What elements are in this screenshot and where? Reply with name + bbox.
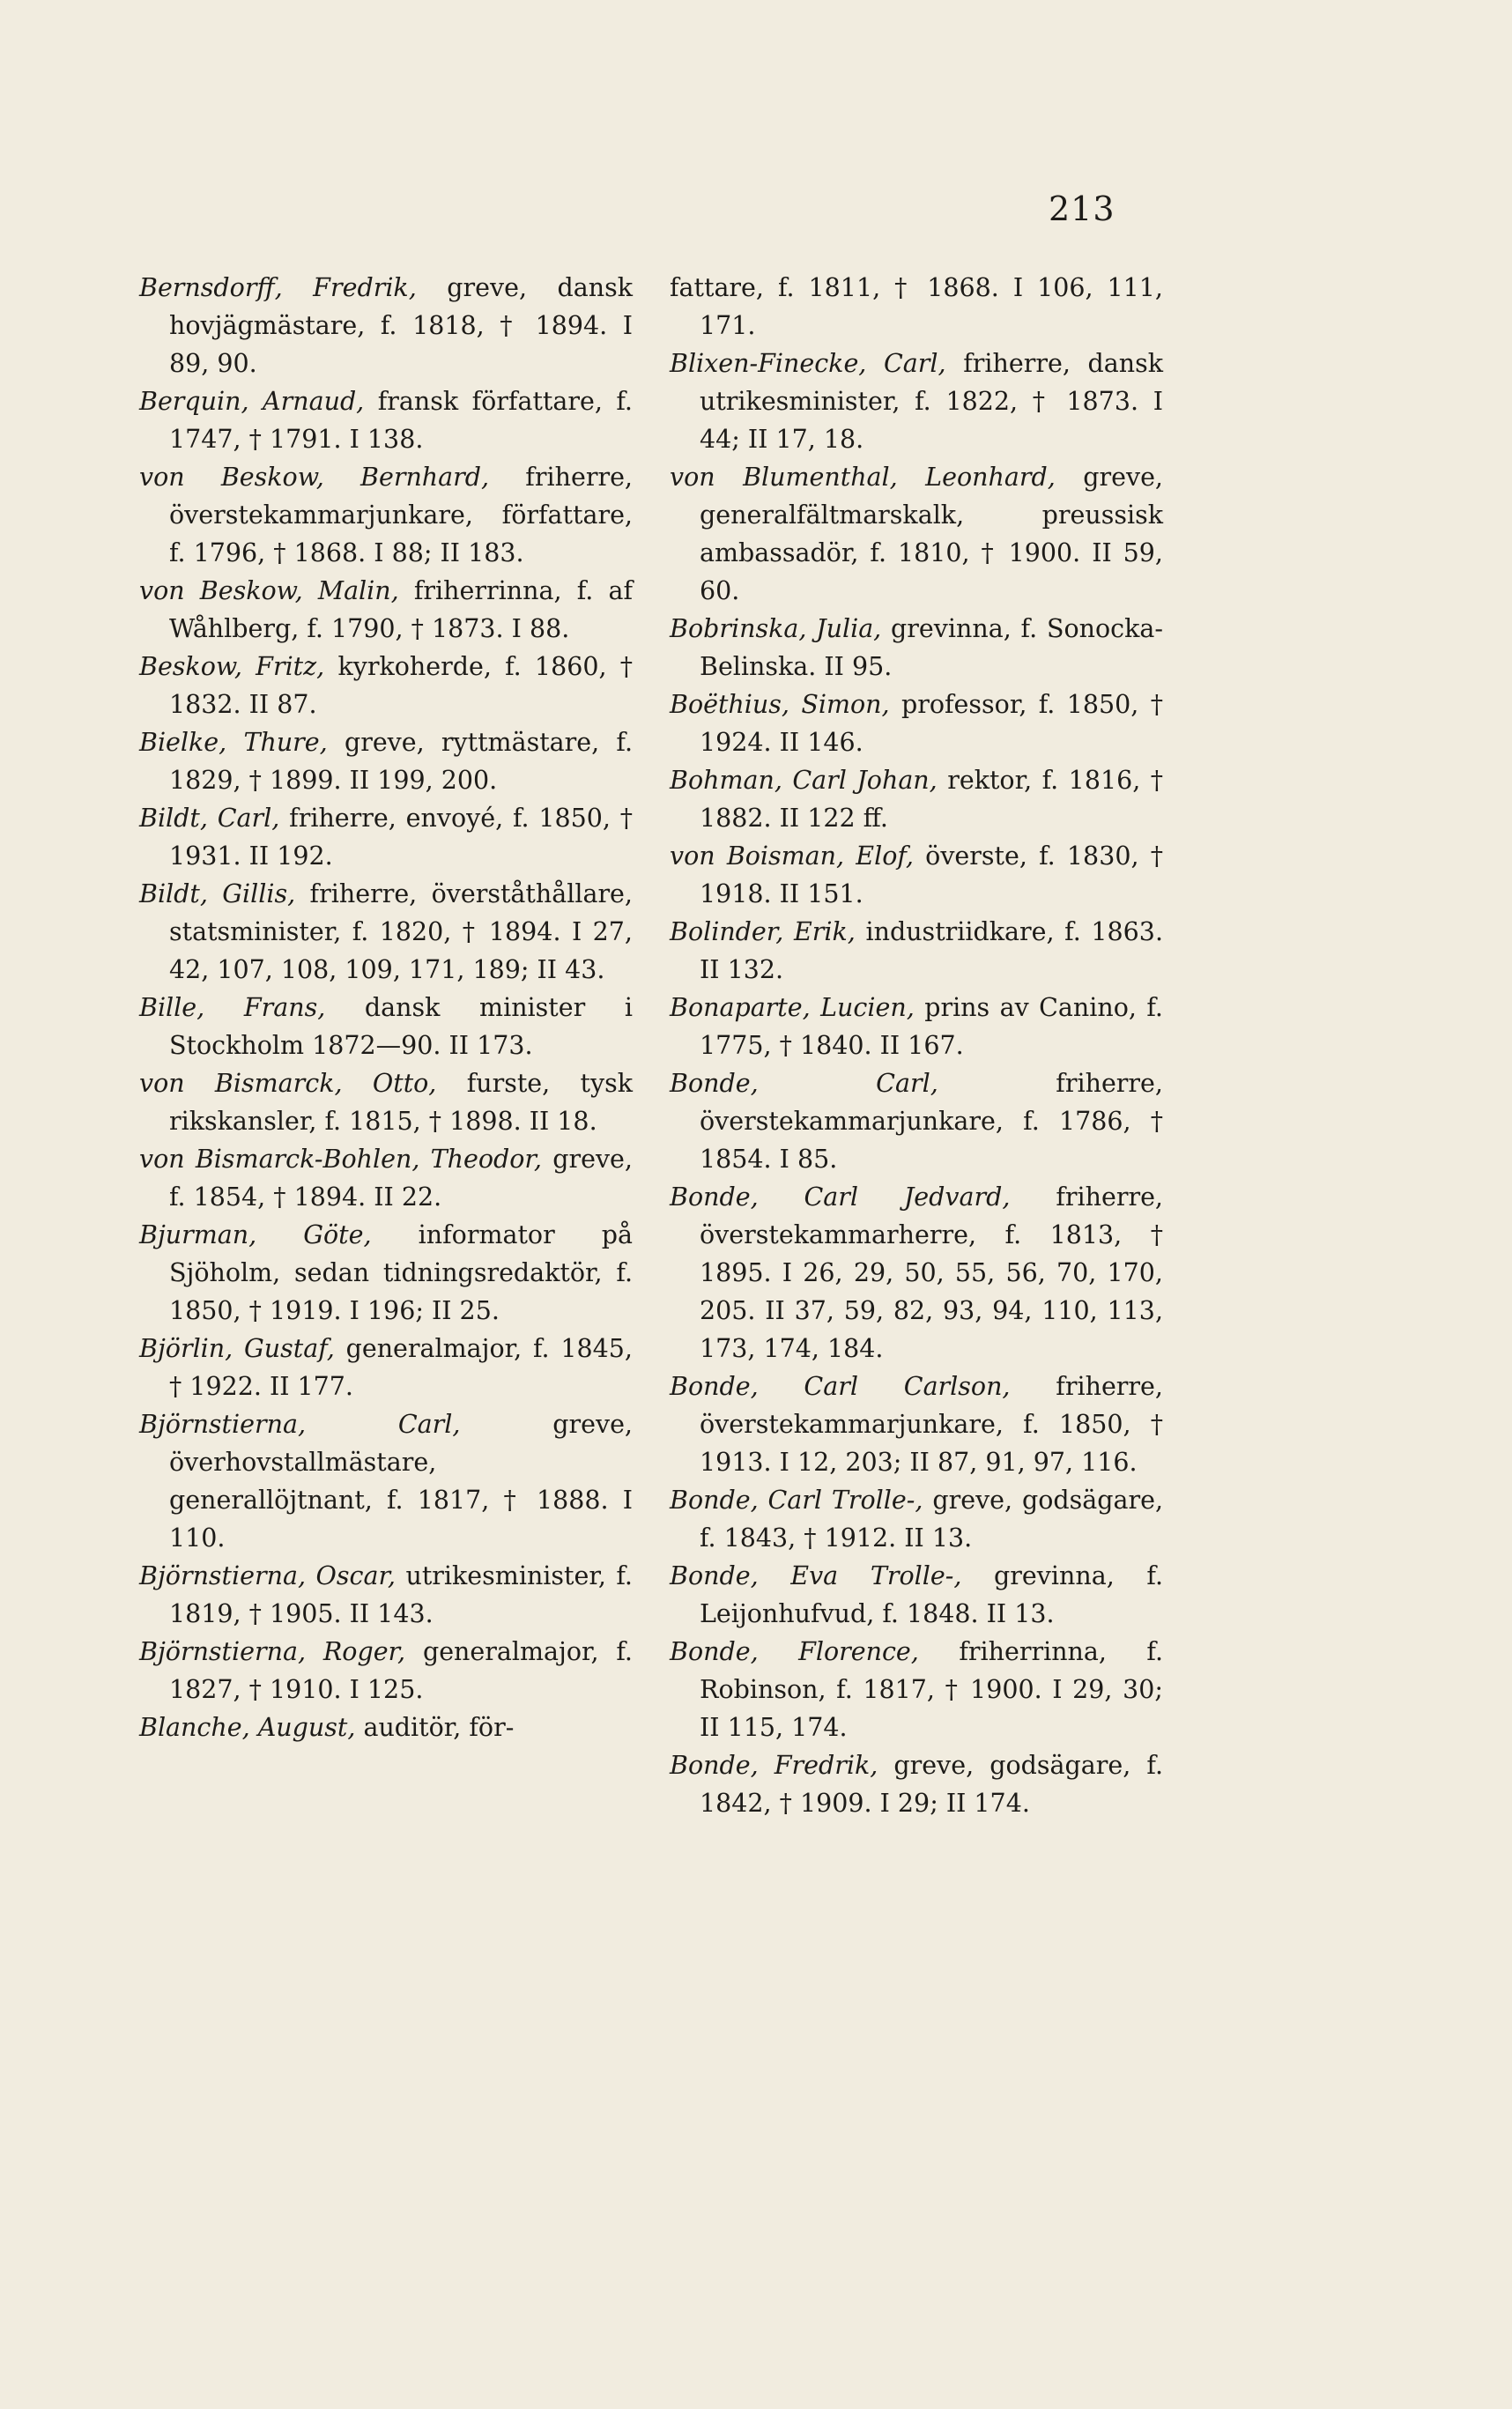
entry-name: Blixen-Finecke, Carl, — [670, 349, 946, 378]
entry-name: Bonaparte, Lucien, — [670, 993, 915, 1022]
entry-text: fransk författare, f. 1747, † 1791. I 138. — [169, 387, 633, 454]
index-entry — [670, 1557, 1163, 1633]
entry-name: von Blumenthal, Leonhard, — [670, 463, 1056, 492]
index-entry — [139, 269, 633, 382]
index-column-left — [139, 269, 633, 1746]
entry-text: friherre, överstekammarjunkare, f. 1786, † 1854. I 85. — [700, 1069, 1163, 1174]
index-entry — [139, 1557, 633, 1633]
entry-name: von Beskow, Bernhard, — [139, 463, 490, 492]
index-entry — [670, 1178, 1163, 1368]
entry-text: friherrinna, f. af Wåhlberg, f. 1790, † 1873. I 88. — [169, 576, 633, 643]
entry-text: överste, f. 1830, † 1918. II 151. — [700, 841, 1163, 908]
entry-text: prins av Canino, f. 1775, † 1840. II 167. — [700, 993, 1163, 1060]
entry-text: rektor, f. 1816, † 1882. II 122 ff. — [700, 766, 1164, 833]
entry-text: kyrkoherde, f. 1860, † 1832. II 87. — [169, 652, 633, 719]
entry-text: utrikesminister, f. 1819, † 1905. II 143. — [169, 1561, 633, 1628]
entry-name: Bonde, Carl Carlson, — [670, 1372, 1011, 1401]
index-entry — [139, 1140, 633, 1216]
index-entry — [670, 269, 1163, 345]
entry-name: von Boisman, Elof, — [670, 841, 914, 871]
index-entry — [139, 989, 633, 1064]
index-entry — [139, 875, 633, 989]
entry-name: Björnstierna, Carl, — [139, 1410, 461, 1439]
entry-text: generalmajor, f. 1827, † 1910. I 125. — [169, 1637, 633, 1704]
entry-text: generalmajor, f. 1845, † 1922. II 177. — [169, 1334, 633, 1401]
index-entry — [670, 1746, 1163, 1822]
index-entry — [139, 648, 633, 723]
entry-text: friherrinna, f. Robinson, f. 1817, † 1900. I 29, 30; II 115, 174. — [700, 1637, 1164, 1742]
entry-text: professor, f. 1850, † 1924. II 146. — [700, 690, 1163, 757]
entry-text: greve, f. 1854, † 1894. II 22. — [169, 1145, 633, 1212]
entry-text: greve, dansk hovjägmästare, f. 1818, † 1894. I 89, 90. — [169, 273, 633, 378]
index-entry — [139, 1330, 633, 1405]
entry-text: auditör, för- — [355, 1713, 515, 1742]
entry-name: Beskow, Fritz, — [139, 652, 325, 681]
index-entry — [670, 1481, 1163, 1557]
entry-name: Bielke, Thure, — [139, 728, 328, 757]
entry-name: Björnstierna, Oscar, — [139, 1561, 396, 1590]
entry-text: greve, generalfältmarskalk, preussisk ambassadör, f. 1810, † 1900. II 59, 60. — [700, 463, 1163, 605]
entry-text: friherre, överstekammarjunkare, f. 1850, † 1913. I 12, 203; II 87, 91, 97, 116. — [700, 1372, 1163, 1477]
entry-name: Boëthius, Simon, — [670, 690, 890, 719]
entry-name: Bildt, Gillis, — [139, 879, 296, 908]
entry-name: Björnstierna, Roger, — [139, 1637, 406, 1666]
entry-name: Bildt, Carl, — [139, 804, 280, 833]
index-entry — [139, 799, 633, 875]
index-entry — [139, 1064, 633, 1140]
entry-name: Björlin, Gustaf, — [139, 1334, 335, 1363]
index-entry — [670, 989, 1163, 1064]
entry-text: friherre, överståthållare, statsminister, f. 1820, † 1894. I 27, 42, 107, 108, 109, 171, 189; II 43. — [169, 879, 633, 984]
index-entry — [139, 1633, 633, 1709]
entry-text: greve, ryttmästare, f. 1829, † 1899. II 199, 200. — [169, 728, 633, 795]
entry-text: fattare, f. 1811, † 1868. I 106, 111, 171. — [670, 273, 1163, 340]
index-column-right — [670, 269, 1163, 1822]
entry-text: industriidkare, f. 1863. II 132. — [700, 917, 1163, 984]
entry-name: Bolinder, Erik, — [670, 917, 856, 946]
entry-name: Blanche, August, — [139, 1713, 356, 1742]
entry-text: dansk minister i Stockholm 1872—90. II 173. — [169, 993, 633, 1060]
entry-text: grevinna, f. Sonocka-Belinska. II 95. — [700, 614, 1163, 681]
index-entry — [670, 686, 1163, 761]
index-entry — [139, 1216, 633, 1330]
index-entry — [670, 1368, 1163, 1481]
entry-text: friherre, överstekammarjunkare, författare, f. 1796, † 1868. I 88; II 183. — [169, 463, 633, 567]
index-entry — [670, 1633, 1163, 1746]
entry-text: friherre, dansk utrikesminister, f. 1822, † 1873. I 44; II 17, 18. — [700, 349, 1163, 454]
entry-text: friherre, envoyé, f. 1850, † 1931. II 192. — [169, 804, 633, 871]
index-entry — [139, 458, 633, 572]
entry-name: Bonde, Carl Trolle-, — [670, 1486, 923, 1515]
index-entry — [670, 345, 1163, 458]
entry-name: Bille, Frans, — [139, 993, 326, 1022]
index-entry — [139, 723, 633, 799]
index-entry — [139, 1405, 633, 1557]
entry-name: Bjurman, Göte, — [139, 1220, 372, 1249]
entry-name: von Beskow, Malin, — [139, 576, 399, 605]
entry-name: Bohman, Carl Johan, — [670, 766, 938, 795]
entry-text: greve, överhovstallmästare, generallöjtnant, f. 1817, † 1888. I 110. — [169, 1410, 633, 1553]
entry-name: Bobrinska, Julia, — [670, 614, 882, 643]
entry-name: Bonde, Florence, — [670, 1637, 919, 1666]
index-entry — [670, 761, 1163, 837]
index-entry — [139, 382, 633, 458]
entry-name: von Bismarck-Bohlen, Theodor, — [139, 1145, 542, 1174]
entry-name: Bonde, Carl Jedvard, — [670, 1182, 1011, 1212]
index-entry — [670, 913, 1163, 989]
entry-name: Bonde, Fredrik, — [670, 1751, 878, 1780]
index-entry — [670, 1064, 1163, 1178]
entry-text: friherre, överstekammarherre, f. 1813, † 1895. I 26, 29, 50, 55, 56, 70, 170, 205. II 37, 59, 82, 93, 94, 110, 113, 173, 174, 184. — [700, 1182, 1163, 1363]
entry-text: greve, godsägare, f. 1842, † 1909. I 29; II 174. — [700, 1751, 1164, 1818]
page-number: 213 — [1049, 189, 1115, 228]
index-entry — [139, 572, 633, 648]
index-entry — [670, 610, 1163, 686]
entry-name: Bernsdorff, Fredrik, — [139, 273, 417, 302]
entry-name: Berquin, Arnaud, — [139, 387, 365, 416]
index-entry — [670, 458, 1163, 610]
entry-name: Bonde, Carl, — [670, 1069, 938, 1098]
entry-name: Bonde, Eva Trolle-, — [670, 1561, 962, 1590]
entry-text: greve, godsägare, f. 1843, † 1912. II 13. — [700, 1486, 1163, 1553]
entry-text: grevinna, f. Leijonhufvud, f. 1848. II 13. — [700, 1561, 1163, 1628]
entry-text: informator på Sjöholm, sedan tidningsredaktör, f. 1850, † 1919. I 196; II 25. — [169, 1220, 634, 1325]
entry-name: von Bismarck, Otto, — [139, 1069, 437, 1098]
index-entry — [139, 1709, 633, 1746]
index-entry — [670, 837, 1163, 913]
entry-text: furste, tysk rikskansler, f. 1815, † 1898. II 18. — [169, 1069, 633, 1136]
